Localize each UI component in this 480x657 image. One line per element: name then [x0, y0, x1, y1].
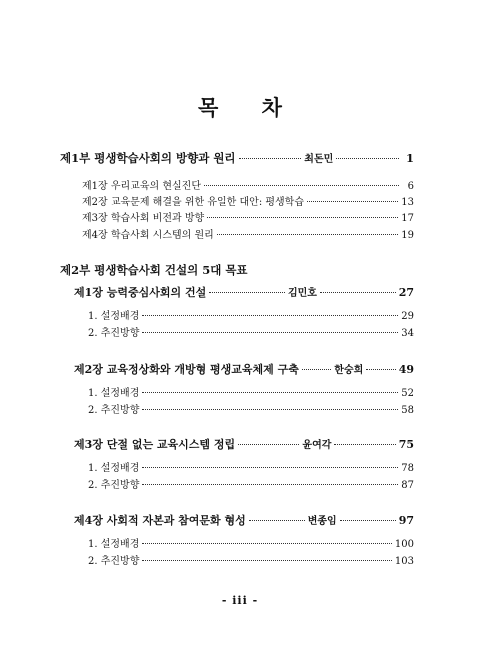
- toc-section-entry[interactable]: [88, 307, 414, 322]
- toc-entry-title: 2. 추진방향: [88, 556, 140, 567]
- toc-entry-page: 75: [398, 438, 414, 451]
- toc-entry-title: 2. 추진방향: [88, 405, 140, 416]
- toc-entry-page: 19: [401, 230, 414, 241]
- leader-dots: [334, 444, 395, 445]
- toc-entry-page: 103: [394, 556, 414, 567]
- leader-dots: [142, 467, 398, 468]
- toc-entry-page: 49: [398, 363, 414, 376]
- page-number-footer: - iii -: [221, 594, 259, 607]
- toc-section-entry[interactable]: [88, 459, 414, 474]
- toc-section-entry[interactable]: [88, 476, 414, 491]
- leader-dots: [307, 201, 398, 202]
- toc-entry-title: 2. 추진방향: [88, 328, 140, 339]
- toc-section-entry[interactable]: [88, 401, 414, 416]
- toc-entry-page: 17: [401, 213, 414, 224]
- toc-section-entry[interactable]: [88, 324, 414, 339]
- toc-entry-title: 1. 설정배경: [88, 311, 140, 322]
- leader-dots: [340, 520, 396, 521]
- toc-entry-title: 제2장 교육문제 해결을 위한 유일한 대안: 평생학습: [82, 197, 305, 208]
- toc-entry-page: 27: [398, 286, 414, 299]
- leader-dots: [142, 543, 392, 544]
- toc-entry-title: 1. 설정배경: [88, 388, 140, 399]
- leader-dots: [142, 392, 398, 393]
- leader-dots: [142, 332, 398, 333]
- toc-entry-title: 제1부 평생학습사회의 방향과 원리: [60, 151, 236, 165]
- toc-entry-author: 최돈민: [304, 154, 334, 165]
- toc-entry-title: 제2장 교육정상화와 개방형 평생교육체제 구축: [74, 363, 299, 376]
- toc-chapter-entry[interactable]: [82, 193, 414, 208]
- leader-dots: [142, 409, 398, 410]
- toc-entry-page: 97: [398, 514, 414, 527]
- toc-entry-page: 29: [401, 311, 414, 322]
- toc-entry-author: 윤여각: [302, 440, 332, 451]
- toc-section-entry[interactable]: [88, 384, 414, 399]
- leader-dots: [217, 234, 398, 235]
- toc-entry-page: 1: [405, 151, 414, 165]
- toc-entry-title: 제3장 단절 없는 교육시스템 정립: [74, 438, 236, 451]
- leader-dots: [302, 369, 331, 370]
- leader-dots: [366, 369, 395, 370]
- toc-entry-page: 6: [407, 181, 414, 192]
- leader-dots: [336, 158, 399, 159]
- toc-entry-title: 제4장 학습사회 시스템의 원리: [82, 230, 214, 241]
- toc-entry-page: 78: [401, 463, 414, 474]
- leader-dots: [249, 520, 305, 521]
- toc-entry-title: 제1장 우리교육의 현실진단: [82, 181, 201, 192]
- leader-dots: [142, 484, 398, 485]
- toc-section-entry[interactable]: [88, 535, 414, 550]
- leader-dots: [239, 158, 302, 159]
- leader-dots: [320, 292, 396, 293]
- toc-chapter-entry[interactable]: [82, 177, 414, 192]
- toc-entry-page: 87: [401, 480, 414, 491]
- leader-dots: [207, 217, 398, 218]
- toc-entry-author: 한숭희: [334, 365, 364, 376]
- toc-entry-page: 100: [394, 539, 414, 550]
- toc-entry-author: 김민호: [287, 288, 317, 299]
- toc-part1-entry[interactable]: [60, 150, 414, 166]
- page-title: 목 차: [198, 95, 300, 120]
- toc-entry-page: 13: [401, 197, 414, 208]
- toc-chapter-entry[interactable]: [74, 361, 414, 377]
- leader-dots: [209, 292, 285, 293]
- toc-entry-page: 52: [401, 388, 414, 399]
- toc-entry-page: 34: [401, 328, 414, 339]
- leader-dots: [238, 444, 299, 445]
- toc-entry-author: 변종임: [307, 516, 337, 527]
- toc-chapter-entry[interactable]: [74, 436, 414, 452]
- toc-entry-title: 2. 추진방향: [88, 480, 140, 491]
- toc-entry-title: 제4장 사회적 자본과 참여문화 형성: [74, 514, 246, 527]
- toc-entry-title: 1. 설정배경: [88, 539, 140, 550]
- toc-chapter-entry[interactable]: [74, 284, 414, 300]
- toc-part2-heading: 제2부 평생학습사회 건설의 5대 목표: [60, 263, 248, 277]
- toc-chapter-entry[interactable]: [82, 226, 414, 241]
- leader-dots: [142, 315, 398, 316]
- toc-entry-title: 1. 설정배경: [88, 463, 140, 474]
- toc-section-entry[interactable]: [88, 552, 414, 567]
- toc-chapter-entry[interactable]: [74, 512, 414, 528]
- leader-dots: [204, 185, 399, 186]
- toc-entry-title: 제3장 학습사회 비전과 방향: [82, 213, 205, 224]
- toc-entry-title: 제1장 능력중심사회의 건설: [74, 286, 207, 299]
- toc-entry-page: 58: [401, 405, 414, 416]
- toc-chapter-entry[interactable]: [82, 209, 414, 224]
- leader-dots: [142, 560, 392, 561]
